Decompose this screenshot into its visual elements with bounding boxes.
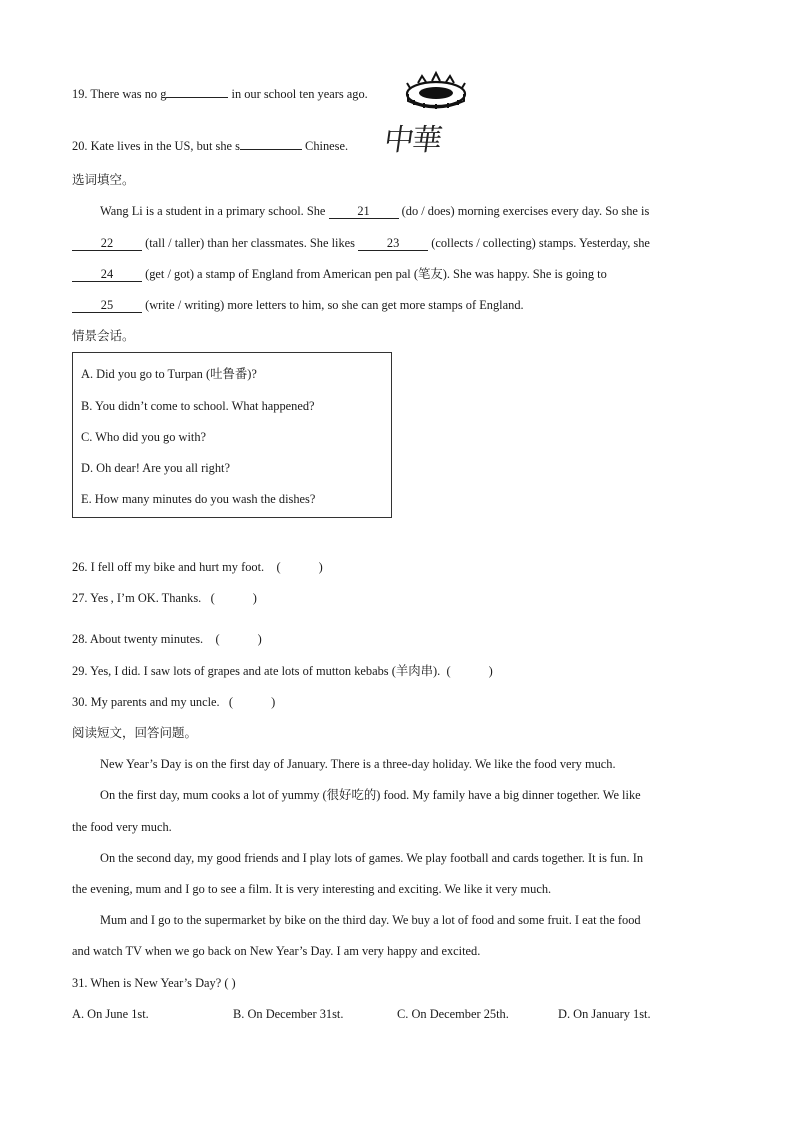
stadium-icon — [404, 70, 468, 112]
option-a: A. Did you go to Turpan (吐鲁番)? — [81, 367, 257, 381]
question-text: 28. About twenty minutes. — [72, 632, 204, 646]
passage1-text: Wang Li is a student in a primary school. She — [100, 204, 329, 218]
passage1-text: (write / writing) more letters to him, so she can get more stamps of England. — [142, 298, 524, 312]
blank-22[interactable]: 22 — [72, 237, 142, 251]
question-text: 29. Yes, I did. I saw lots of grapes and ate lots of mutton kebabs (羊肉串). — [72, 664, 441, 678]
passage2-p3-line2: the evening, mum and I go to see a film. It is very interesting and exciting. We like it very much. — [72, 882, 552, 896]
question-26 — [72, 559, 323, 575]
option-e: E. How many minutes do you wash the dishes? — [81, 492, 316, 506]
calligraphy-text: 中華 — [381, 123, 443, 158]
blank-24[interactable]: 24 — [72, 268, 142, 282]
answer-paren-close: ) — [318, 560, 323, 574]
answer-paren-open: ( — [210, 591, 215, 605]
option-d: D. Oh dear! Are you all right? — [81, 461, 230, 475]
q31-choice-d[interactable]: D. On January 1st. — [558, 1007, 651, 1021]
answer-paren-close: ) — [488, 664, 493, 678]
question-19 — [72, 84, 368, 102]
q19-text-post: in our school ten years ago. — [228, 87, 368, 101]
answer-paren-close: ) — [252, 591, 257, 605]
passage1-text: (get / got) a stamp of England from American pen pal (笔友). She was happy. She is going to — [142, 267, 607, 281]
q20-blank[interactable] — [240, 136, 302, 150]
q19-text-pre: 19. There was no g — [72, 87, 167, 101]
passage2-p1: New Year’s Day is on the first day of January. There is a three-day holiday. We like the food very much. — [100, 757, 616, 771]
answer-paren-open: ( — [228, 695, 234, 709]
section-heading-dialog: 情景会话。 — [72, 328, 135, 343]
blank-25[interactable]: 25 — [72, 299, 142, 313]
option-c: C. Who did you go with? — [81, 430, 207, 444]
question-30 — [72, 694, 275, 710]
answer-paren-open: ( — [215, 632, 220, 646]
answer-paren-open: ( — [446, 664, 451, 678]
answer-paren-open: ( — [276, 560, 281, 574]
options-box — [72, 352, 392, 518]
question-20 — [72, 136, 348, 154]
q19-blank[interactable] — [166, 84, 228, 98]
passage2-p2-line2: the food very much. — [72, 820, 172, 834]
passage2-p3-line1: On the second day, my good friends and I play lots of games. We play football and cards together. It is fun. In — [100, 851, 644, 865]
section-heading-fill: 选词填空。 — [72, 172, 135, 187]
passage2-p2-line1: On the first day, mum cooks a lot of yummy (很好吃的) food. My family have a big dinner together. We like — [100, 788, 641, 802]
passage2-p4-line1: Mum and I go to the supermarket by bike on the third day. We buy a lot of food and some fruit. I eat the food — [100, 913, 641, 927]
passage1-text: (tall / taller) than her classmates. She likes — [142, 236, 359, 250]
passage1-line2 — [72, 235, 650, 251]
section-heading-reading: 阅读短文，回答问题。 — [72, 725, 198, 740]
blank-23[interactable]: 23 — [358, 237, 428, 251]
question-29 — [72, 663, 493, 679]
q31-choice-c[interactable]: C. On December 25th. — [397, 1007, 509, 1021]
blank-21[interactable]: 21 — [329, 205, 399, 219]
answer-paren-close: ) — [271, 695, 276, 709]
question-text: 30. My parents and my uncle. — [72, 695, 220, 709]
passage1-text: (do / does) morning exercises every day. So she is — [398, 204, 650, 218]
question-27 — [72, 590, 257, 606]
q20-text-post: Chinese. — [301, 139, 349, 153]
passage2-p4-line2: and watch TV when we go back on New Year’s Day. I am very happy and excited. — [72, 944, 481, 958]
q31-choice-a[interactable]: A. On June 1st. — [72, 1007, 149, 1021]
option-b: B. You didn’t come to school. What happened? — [81, 399, 315, 413]
question-31: 31. When is New Year’s Day? ( ) — [72, 976, 236, 990]
question-text: 26. I fell off my bike and hurt my foot. — [72, 560, 265, 574]
q20-text-pre: 20. Kate lives in the US, but she s — [72, 139, 240, 153]
passage1-text: (collects / collecting) stamps. Yesterday, she — [428, 236, 650, 250]
q31-choice-b[interactable]: B. On December 31st. — [233, 1007, 344, 1021]
passage1-line3 — [72, 266, 607, 282]
question-28 — [72, 631, 262, 647]
question-text: 27. Yes , I’m OK. Thanks. — [72, 591, 202, 605]
chinese-calligraphy-zhonghua-icon — [381, 122, 442, 160]
answer-paren-close: ) — [257, 632, 262, 646]
passage1-line4 — [72, 297, 524, 313]
passage1-line1 — [100, 203, 649, 219]
